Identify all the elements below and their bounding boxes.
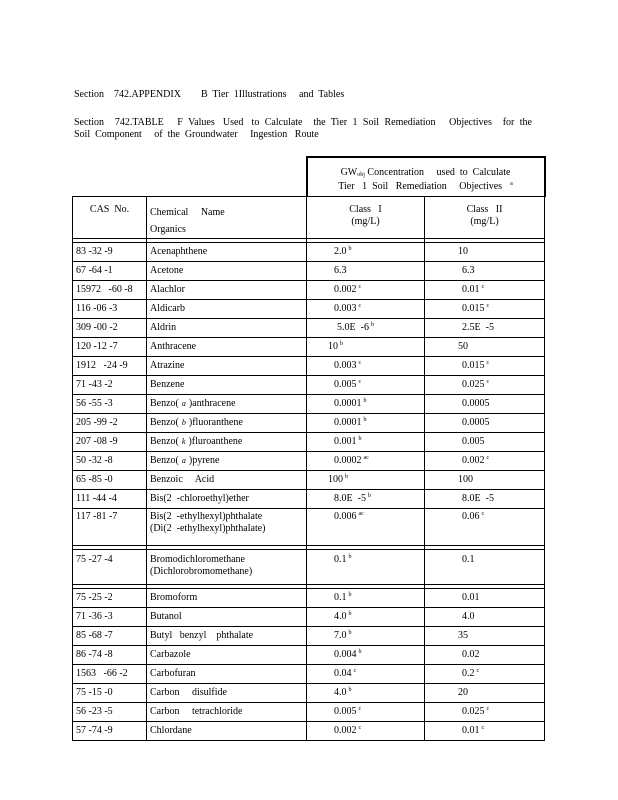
- class2-number: 35: [458, 630, 468, 641]
- class1-value: [307, 452, 425, 471]
- class2-footnote: c: [486, 360, 490, 366]
- class2-number: 2.5E -5: [462, 322, 494, 333]
- class2-number: 0.01: [462, 284, 480, 295]
- section-heading: Section 742.APPENDIX B Tier 1Illustrations and Tables: [74, 89, 345, 100]
- class2-value: [425, 703, 545, 722]
- chemical-alt-name: (Dichlorobromomethane): [150, 566, 253, 577]
- class2-footnote: c: [481, 725, 485, 731]
- cas-number: 15972 -60 -8: [73, 281, 147, 300]
- class1-footnote: b: [363, 398, 367, 404]
- chemical-name-text: Bromoform: [150, 592, 198, 603]
- table-row: [73, 550, 545, 585]
- class1-value: [307, 722, 425, 741]
- gw-prefix: GW: [340, 167, 358, 178]
- class1-value: [307, 376, 425, 395]
- class1-number: 0.006: [334, 511, 357, 522]
- chemical-name-text: Butyl benzyl phthalate: [150, 630, 254, 641]
- class2-value: [425, 627, 545, 646]
- class1-footnote: b: [345, 474, 348, 480]
- class1-footnote: b: [348, 630, 352, 636]
- class2-value: [425, 395, 545, 414]
- chemical-name-italic: a: [181, 399, 186, 408]
- class1-number: 10: [328, 341, 338, 352]
- chemical-name-prefix: Benzo(: [150, 455, 179, 466]
- table-row: [73, 357, 545, 376]
- cas-number: 56 -23 -5: [73, 703, 147, 722]
- class2-unit: (mg/L): [470, 216, 499, 227]
- cas-number: 67 -64 -1: [73, 262, 147, 281]
- class2-footnote: c: [486, 455, 490, 461]
- table-row: [73, 589, 545, 608]
- class2-number: 0.2: [462, 668, 475, 679]
- class1-number: 0.04: [334, 668, 352, 679]
- class1-value: [307, 243, 425, 262]
- class2-footnote: c: [486, 379, 490, 385]
- chemical-alt-name: (Di(2 -ethylhexyl)phthalate): [150, 523, 266, 534]
- chemical-name: [147, 433, 307, 452]
- chemical-name-italic: k: [181, 437, 186, 446]
- chemical-name-text: Carbofuran: [150, 668, 196, 679]
- chemical-name-text: Bis(2 -chloroethyl)ether: [150, 493, 249, 504]
- chemical-name-text: Acenaphthene: [150, 246, 208, 257]
- chemical-name-suffix: )fluroanthene: [188, 436, 243, 447]
- class2-value: [425, 684, 545, 703]
- class2-value: [425, 376, 545, 395]
- cas-number: 116 -06 -3: [73, 300, 147, 319]
- chemical-name: [147, 452, 307, 471]
- cas-number: 205 -99 -2: [73, 414, 147, 433]
- cas-number: 57 -74 -9: [73, 722, 147, 741]
- class2-footnote: c: [481, 511, 485, 517]
- chemical-name: [147, 646, 307, 665]
- class2-value: [425, 471, 545, 490]
- table-header-row: [73, 157, 545, 197]
- cas-number: 71 -36 -3: [73, 608, 147, 627]
- class2-number: 100: [458, 474, 473, 485]
- chemical-name: [147, 608, 307, 627]
- class2-footnote: c: [486, 303, 490, 309]
- class1-number: 0.002: [334, 284, 357, 295]
- class2-footnote: c: [481, 284, 485, 290]
- gw-subscript: obj: [357, 172, 365, 178]
- class2-value: [425, 300, 545, 319]
- chemical-name: [147, 281, 307, 300]
- table-row: [73, 338, 545, 357]
- class1-footnote: c: [358, 284, 362, 290]
- chemical-name: [147, 376, 307, 395]
- table-row: [73, 262, 545, 281]
- class2-number: 0.025: [462, 379, 485, 390]
- class2-value: [425, 319, 545, 338]
- gw-footnote: a: [510, 181, 513, 187]
- table-row: [73, 452, 545, 471]
- class1-number: 5.0E -6: [337, 322, 369, 333]
- class2-value: [425, 281, 545, 300]
- class1-value: [307, 300, 425, 319]
- chemical-name: [147, 665, 307, 684]
- table-row: [73, 490, 545, 509]
- class1-value: [307, 433, 425, 452]
- chemical-name: [147, 550, 307, 585]
- gw-line2: Tier 1 Soil Remediation Objectives: [338, 181, 503, 192]
- class2-number: 6.3: [462, 265, 475, 276]
- class2-value: [425, 509, 545, 546]
- cas-number: 75 -15 -0: [73, 684, 147, 703]
- class1-footnote: c: [358, 706, 362, 712]
- class1-number: 0.002: [334, 725, 357, 736]
- cas-number: 111 -44 -4: [73, 490, 147, 509]
- class1-footnote: c: [358, 303, 362, 309]
- chemical-name: [147, 703, 307, 722]
- class2-number: 0.015: [462, 303, 485, 314]
- class2-number: 0.06: [462, 511, 480, 522]
- chemical-name: [147, 338, 307, 357]
- chemical-name: [147, 414, 307, 433]
- class1-value: [307, 319, 425, 338]
- class1-value: [307, 262, 425, 281]
- chemical-header: [147, 197, 307, 239]
- chemical-name: [147, 471, 307, 490]
- class2-number: 0.01: [462, 725, 480, 736]
- class1-footnote: c: [353, 668, 357, 674]
- class1-footnote: c: [358, 360, 362, 366]
- cas-number: 50 -32 -8: [73, 452, 147, 471]
- class2-number: 0.02: [462, 649, 480, 660]
- chemical-name-text: Carbazole: [150, 649, 191, 660]
- class1-unit: (mg/L): [351, 216, 380, 227]
- class2-footnote: c: [476, 668, 480, 674]
- class1-footnote: b: [348, 554, 352, 560]
- class1-number: 0.005: [334, 706, 357, 717]
- class2-number: 0.025: [462, 706, 485, 717]
- class1-value: [307, 357, 425, 376]
- cas-number: 1912 -24 -9: [73, 357, 147, 376]
- chemical-name-italic: a: [181, 456, 186, 465]
- class2-value: [425, 433, 545, 452]
- chemical-name-text: Bis(2 -ethylhexyl)phthalate: [150, 511, 263, 522]
- table-title: Section 742.TABLE F Values Used to Calculate the Tier 1 Soil Remediation Objectives for the Soil Component of the Groundwater Ingestion Route: [74, 117, 537, 140]
- chemical-name-text: Butanol: [150, 611, 182, 622]
- class1-value: [307, 509, 425, 546]
- class2-value: [425, 646, 545, 665]
- chemical-name-text: Aldicarb: [150, 303, 185, 314]
- class2-number: 0.01: [462, 592, 480, 603]
- class2-number: 10: [458, 246, 468, 257]
- table-row: [73, 414, 545, 433]
- class2-number: 0.002: [462, 455, 485, 466]
- organics-header: Organics: [150, 224, 186, 235]
- chemical-name-suffix: )pyrene: [188, 455, 220, 466]
- chemical-name: [147, 300, 307, 319]
- table-row: [73, 646, 545, 665]
- class1-number: 0.0001: [334, 417, 362, 428]
- class2-header: [425, 197, 545, 239]
- class1-number: 6.3: [334, 265, 347, 276]
- class2-number: 4.0: [462, 611, 475, 622]
- table-row: [73, 509, 545, 546]
- chemical-name-text: Atrazine: [150, 360, 185, 371]
- class1-value: [307, 281, 425, 300]
- chemical-name: [147, 684, 307, 703]
- class1-footnote: ac: [363, 455, 369, 461]
- class1-number: 0.0001: [334, 398, 362, 409]
- class2-value: [425, 452, 545, 471]
- chemical-name-text: Benzene: [150, 379, 185, 390]
- remediation-values-table: [72, 156, 546, 741]
- cas-number: 75 -27 -4: [73, 550, 147, 585]
- class1-footnote: b: [367, 493, 371, 499]
- class1-value: [307, 589, 425, 608]
- class1-footnote: b: [363, 417, 367, 423]
- chemical-name: [147, 395, 307, 414]
- class2-value: [425, 490, 545, 509]
- class2-label: Class II: [466, 204, 503, 215]
- chemical-name: [147, 509, 307, 546]
- chemical-name-italic: b: [181, 418, 186, 427]
- class2-value: [425, 589, 545, 608]
- table-row: [73, 395, 545, 414]
- cas-number: 207 -08 -9: [73, 433, 147, 452]
- table-row: [73, 243, 545, 262]
- class1-number: 0.005: [334, 379, 357, 390]
- class2-value: [425, 722, 545, 741]
- class2-value: [425, 550, 545, 585]
- class1-number: 0.001: [334, 436, 357, 447]
- class1-footnote: b: [370, 322, 374, 328]
- class2-number: 20: [458, 687, 468, 698]
- cas-header: CAS No.: [73, 197, 147, 239]
- chemical-name: [147, 722, 307, 741]
- cas-number: 65 -85 -0: [73, 471, 147, 490]
- class2-number: 8.0E -5: [462, 493, 494, 504]
- class1-value: [307, 608, 425, 627]
- chemical-name: [147, 490, 307, 509]
- chemical-name-text: Acetone: [150, 265, 184, 276]
- table-row: [73, 300, 545, 319]
- class1-number: 0.1: [334, 554, 347, 565]
- class1-value: [307, 338, 425, 357]
- class1-number: 2.0: [334, 246, 347, 257]
- chemical-name-text: Carbon disulfide: [150, 687, 227, 698]
- chemical-name: [147, 319, 307, 338]
- table-row: [73, 608, 545, 627]
- table-row: [73, 376, 545, 395]
- class1-value: [307, 684, 425, 703]
- class1-number: 0.004: [334, 649, 357, 660]
- chemical-name-text: Bromodichloromethane: [150, 554, 245, 565]
- class1-value: [307, 395, 425, 414]
- class1-footnote: c: [358, 379, 362, 385]
- class1-number: 4.0: [334, 687, 347, 698]
- table-row: [73, 471, 545, 490]
- chemical-name-suffix: )anthracene: [188, 398, 236, 409]
- chemical-name: [147, 627, 307, 646]
- class1-footnote: b: [340, 341, 343, 347]
- class1-footnote: b: [358, 436, 362, 442]
- chemical-name: [147, 262, 307, 281]
- table-row: [73, 433, 545, 452]
- cas-number: 1563 -66 -2: [73, 665, 147, 684]
- cas-number: 75 -25 -2: [73, 589, 147, 608]
- class2-value: [425, 262, 545, 281]
- chemical-name: [147, 357, 307, 376]
- class1-footnote: b: [348, 592, 352, 598]
- class2-number: 0.0005: [462, 417, 490, 428]
- cas-number: 86 -74 -8: [73, 646, 147, 665]
- class2-number: 0.1: [462, 554, 475, 565]
- class1-label: Class I: [349, 204, 382, 215]
- class1-footnote: b: [358, 649, 362, 655]
- cas-number: 120 -12 -7: [73, 338, 147, 357]
- chemical-name-text: Carbon tetrachloride: [150, 706, 243, 717]
- class2-number: 50: [458, 341, 468, 352]
- gw-text: Concentration used to Calculate: [364, 167, 511, 178]
- chemical-name-text: Aldrin: [150, 322, 177, 333]
- class1-number: 7.0: [334, 630, 347, 641]
- cas-number: 85 -68 -7: [73, 627, 147, 646]
- class1-number: 0.1: [334, 592, 347, 603]
- chemical-name-text: Benzoic Acid: [150, 474, 215, 485]
- table-row: [73, 684, 545, 703]
- class1-value: [307, 627, 425, 646]
- chemical-name-text: Anthracene: [150, 341, 197, 352]
- class1-footnote: b: [348, 611, 352, 617]
- cas-number: 117 -81 -7: [73, 509, 147, 546]
- chemical-name-prefix: Benzo(: [150, 436, 179, 447]
- cas-number: 56 -55 -3: [73, 395, 147, 414]
- class1-header: [307, 197, 425, 239]
- chemical-name-prefix: Benzo(: [150, 398, 179, 409]
- class2-value: [425, 243, 545, 262]
- class1-value: [307, 550, 425, 585]
- class2-value: [425, 338, 545, 357]
- table-row: [73, 627, 545, 646]
- class1-number: 0.003: [334, 303, 357, 314]
- class1-value: [307, 646, 425, 665]
- class2-value: [425, 414, 545, 433]
- chemical-name-text: Alachlor: [150, 284, 185, 295]
- class1-footnote: b: [348, 687, 352, 693]
- class1-number: 8.0E -5: [334, 493, 366, 504]
- class1-value: [307, 703, 425, 722]
- class1-footnote: b: [348, 246, 352, 252]
- class2-number: 0.015: [462, 360, 485, 371]
- cas-number: 83 -32 -9: [73, 243, 147, 262]
- class2-number: 0.0005: [462, 398, 490, 409]
- class1-value: [307, 490, 425, 509]
- table-row: [73, 722, 545, 741]
- class1-number: 0.0002: [334, 455, 362, 466]
- class2-value: [425, 357, 545, 376]
- class2-number: 0.005: [462, 436, 485, 447]
- class1-footnote: c: [358, 725, 362, 731]
- class2-value: [425, 665, 545, 684]
- gw-objective-header: [307, 157, 545, 197]
- class1-value: [307, 665, 425, 684]
- chemical-name: [147, 243, 307, 262]
- class1-footnote: ac: [358, 511, 364, 517]
- class1-number: 0.003: [334, 360, 357, 371]
- table-row: [73, 703, 545, 722]
- class1-number: 4.0: [334, 611, 347, 622]
- chemical-name-suffix: )fluoranthene: [188, 417, 243, 428]
- chemical-name: [147, 589, 307, 608]
- class2-footnote: c: [486, 706, 490, 712]
- table-row: [73, 281, 545, 300]
- class1-number: 100: [328, 474, 343, 485]
- table-row: [73, 319, 545, 338]
- column-header-row: [73, 197, 545, 239]
- class2-value: [425, 608, 545, 627]
- cas-number: 71 -43 -2: [73, 376, 147, 395]
- class1-value: [307, 414, 425, 433]
- chemical-name-header: Chemical Name: [150, 207, 225, 218]
- class1-value: [307, 471, 425, 490]
- table-row: [73, 665, 545, 684]
- chemical-name-text: Chlordane: [150, 725, 192, 736]
- chemical-name-prefix: Benzo(: [150, 417, 179, 428]
- cas-number: 309 -00 -2: [73, 319, 147, 338]
